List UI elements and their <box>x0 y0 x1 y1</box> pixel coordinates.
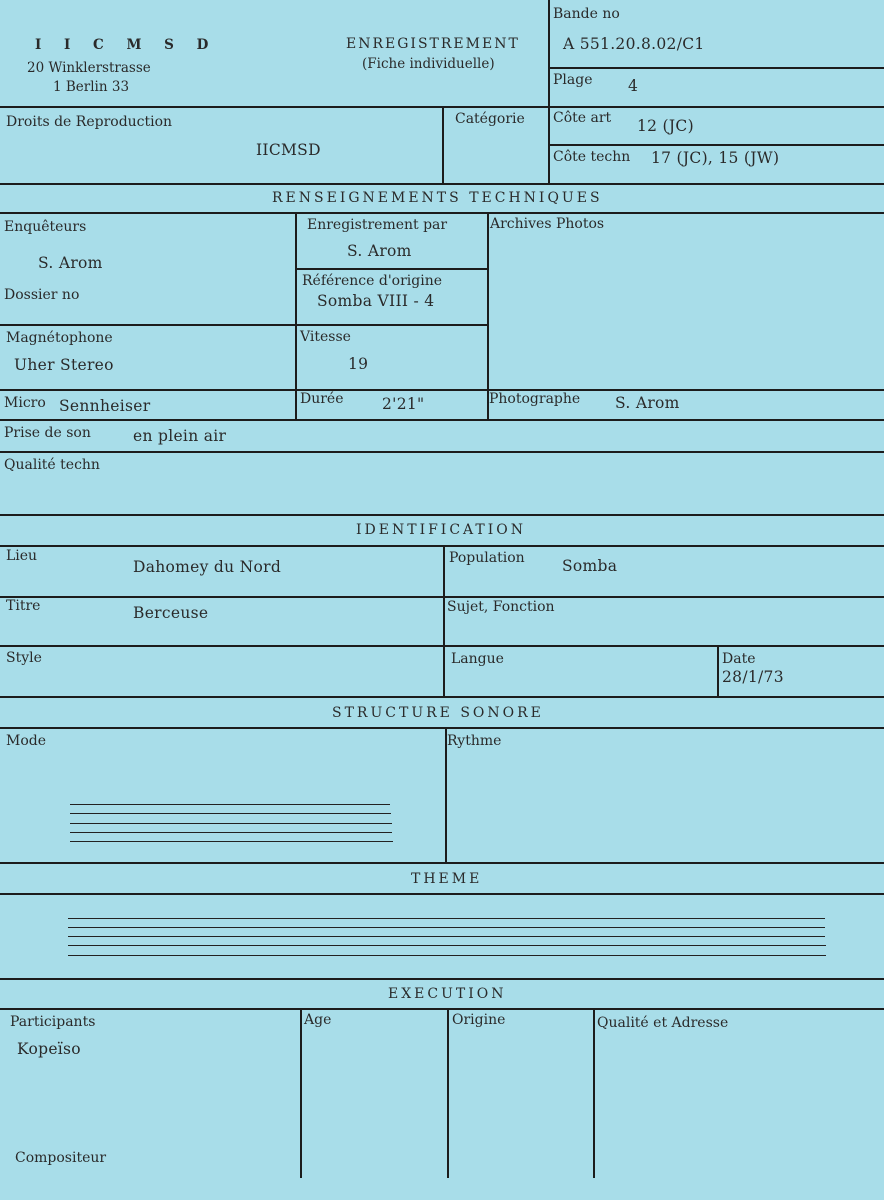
theme-section-title: THEME <box>411 871 483 887</box>
tech-section-title: RENSEIGNEMENTS TECHNIQUES <box>272 190 603 206</box>
archives-photos-label: Archives Photos <box>490 216 605 232</box>
droits-label: Droits de Reproduction <box>6 114 173 130</box>
age-label: Age <box>304 1012 332 1028</box>
rule-under-qualite <box>0 514 884 516</box>
lieu-label: Lieu <box>6 548 38 564</box>
date-value: 28/1/73 <box>722 668 784 686</box>
micro-label: Micro <box>4 395 46 411</box>
enqueteurs-value: S. Arom <box>38 254 103 272</box>
cote-techn-label: Côte techn <box>553 149 631 165</box>
lieu-value: Dahomey du Nord <box>133 558 282 576</box>
vitesse-label: Vitesse <box>300 329 351 345</box>
form-subtitle: (Fiche individuelle) <box>362 56 495 72</box>
titre-value: Berceuse <box>133 604 209 622</box>
rule-under-lieu <box>0 596 884 598</box>
duree-label: Durée <box>300 391 344 407</box>
org-city: 1 Berlin 33 <box>53 79 130 95</box>
rule-under-magneto <box>0 389 884 391</box>
org-street: 20 Winklerstrasse <box>27 60 151 76</box>
photographe-label: Photographe <box>489 391 581 407</box>
cote-art-value: 12 (JC) <box>637 117 694 135</box>
bande-value: A 551.20.8.02/C1 <box>563 35 705 53</box>
plage-value: 4 <box>628 77 639 95</box>
prise-de-son-label: Prise de son <box>4 425 91 441</box>
categorie-label: Catégorie <box>455 111 525 127</box>
org-name: I I C M S D <box>35 37 218 53</box>
vitesse-value: 19 <box>348 355 369 373</box>
rule-execution-title-bottom <box>0 1008 884 1010</box>
participants-value: Kopeïso <box>17 1040 81 1058</box>
mode-label: Mode <box>6 733 47 749</box>
langue-label: Langue <box>451 651 504 667</box>
date-label: Date <box>722 651 756 667</box>
titre-label: Titre <box>6 598 41 614</box>
rule-categorie-left <box>442 107 444 183</box>
micro-value: Sennheiser <box>59 397 151 415</box>
rule-tech-col-1 <box>295 212 297 420</box>
rule-exec-col-1 <box>300 1008 302 1178</box>
prise-de-son-value: en plein air <box>133 427 227 445</box>
cote-art-label: Côte art <box>553 110 612 126</box>
rule-structure-bottom <box>0 862 884 864</box>
rule-rights-bottom <box>0 183 884 185</box>
qualite-techn-label: Qualité techn <box>4 457 100 473</box>
magnetophone-label: Magnétophone <box>6 330 113 346</box>
plage-label: Plage <box>553 72 593 88</box>
rule-exec-col-3 <box>593 1008 595 1178</box>
droits-value: IICMSD <box>256 141 321 159</box>
rule-under-style <box>0 696 884 698</box>
rule-under-micro <box>0 419 884 421</box>
sujet-fonction-label: Sujet, Fonction <box>447 599 555 615</box>
rule-ident-col <box>443 545 445 696</box>
rule-exec-col-2 <box>447 1008 449 1178</box>
rule-under-titre <box>0 645 884 647</box>
rule-under-bande <box>549 67 884 69</box>
enreg-par-label: Enregistrement par <box>307 217 448 233</box>
rule-under-prise <box>0 451 884 453</box>
cote-techn-value: 17 (JC), 15 (JW) <box>651 149 780 167</box>
rythme-label: Rythme <box>447 733 502 749</box>
rule-theme-title-bottom <box>0 893 884 895</box>
origine-label: Origine <box>452 1012 506 1028</box>
participants-label: Participants <box>10 1014 96 1030</box>
rule-structure-title-bottom <box>0 727 884 729</box>
execution-section-title: EXECUTION <box>388 986 507 1002</box>
population-label: Population <box>449 550 525 566</box>
style-label: Style <box>6 650 42 666</box>
rule-header-right-col <box>548 0 550 183</box>
enqueteurs-label: Enquêteurs <box>4 219 87 235</box>
photographe-value: S. Arom <box>615 394 680 412</box>
duree-value: 2'21" <box>382 395 425 413</box>
rule-under-cote-art <box>549 144 884 146</box>
rule-ident-title-bottom <box>0 545 884 547</box>
rule-date-col <box>717 645 719 696</box>
ref-origine-label: Référence d'origine <box>302 273 443 289</box>
ident-section-title: IDENTIFICATION <box>356 522 526 538</box>
enreg-par-value: S. Arom <box>347 242 412 260</box>
rule-under-dossier <box>0 324 487 326</box>
compositeur-label: Compositeur <box>15 1150 107 1166</box>
ref-origine-value: Somba VIII - 4 <box>317 292 435 310</box>
form-title: ENREGISTREMENT <box>346 36 520 52</box>
bande-label: Bande no <box>553 6 620 22</box>
rule-under-enreg-par <box>296 268 487 270</box>
rule-theme-bottom <box>0 978 884 980</box>
rule-tech-title-bottom <box>0 212 884 214</box>
population-value: Somba <box>562 557 618 575</box>
qualite-adresse-label: Qualité et Adresse <box>597 1015 729 1031</box>
structure-section-title: STRUCTURE SONORE <box>332 705 544 721</box>
rule-tech-col-2 <box>487 212 489 420</box>
magnetophone-value: Uher Stereo <box>14 356 114 374</box>
dossier-label: Dossier no <box>4 287 80 303</box>
